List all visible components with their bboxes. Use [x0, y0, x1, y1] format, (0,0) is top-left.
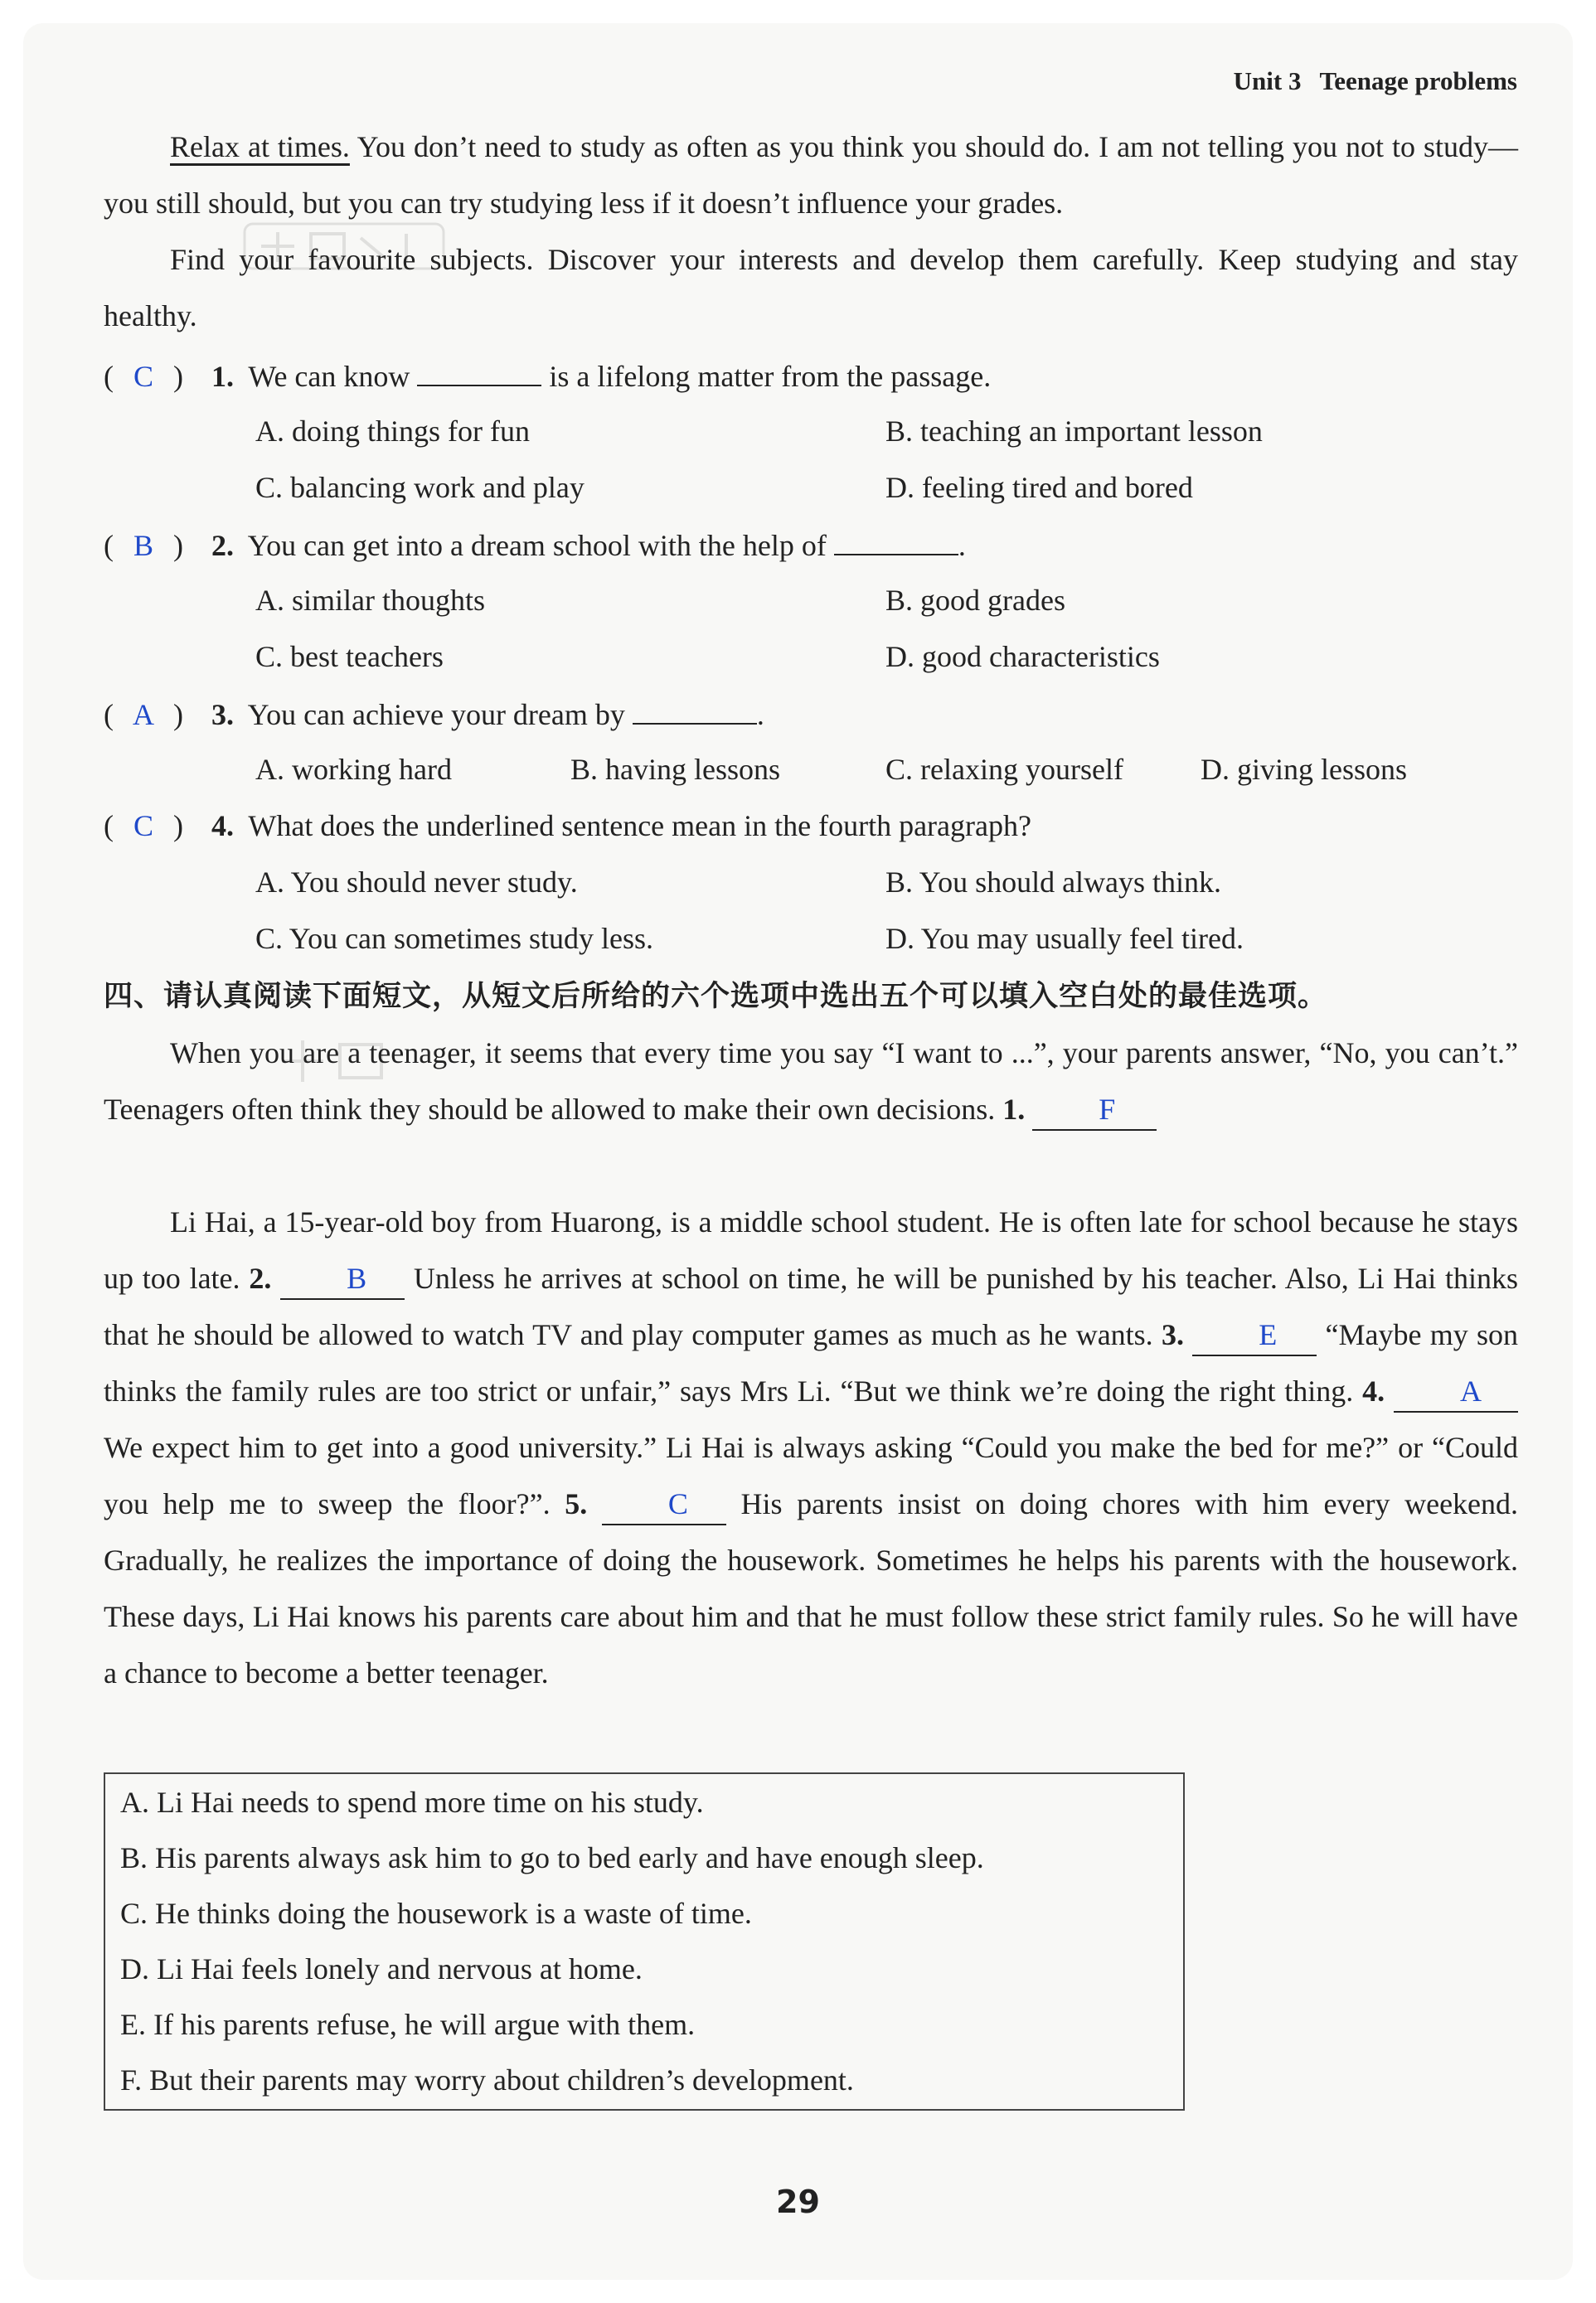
question-stem-end: . [756, 698, 764, 731]
unit-label: Unit 3 [1233, 66, 1302, 95]
paragraph-text: Unless he arrives at school on time, he will be punished by his teacher. Also, Li Hai thinks that he should be allowed to watch TV and play computer games as much as he wants. [104, 1262, 1519, 1351]
paragraph-text: “Maybe my son thinks the family rules are too strict or unfair,” says Mrs Li. “But we think we’re doing the right thing. [104, 1318, 1519, 1408]
blank-number: 2. [249, 1262, 272, 1295]
question-stem-end: . [958, 529, 966, 562]
section-heading: 四、请认真阅读下面短文，从短文后所给的六个选项中选出五个可以填入空白处的最佳选项。 [104, 980, 1328, 1013]
cloze-paragraph-2 [104, 1194, 1518, 1701]
option-b: B. You should always think. [885, 865, 1222, 899]
choice-e: E. If his parents refuse, he will argue with them. [120, 2008, 696, 2041]
choices-box [104, 1772, 1185, 2111]
underlined-sentence: Relax at times. [170, 130, 350, 163]
passage-paragraph-relax [104, 119, 1518, 231]
option-b: B. good grades [885, 584, 1065, 617]
paragraph-text: When you are a teenager, it seems that every time you say “I want to ...”, your parents answer, “No, you can’t.” Teenagers often think they should be allowed to make their own decisions. [104, 1036, 1518, 1126]
paragraph-text: Li Hai, a 15-year-old boy from Huarong, is a middle school student. He is often late for school because he stays up too late. [104, 1205, 1518, 1295]
answer-blank[interactable]: E [1192, 1316, 1317, 1356]
question-number: 3. [211, 698, 234, 731]
blank-number: 1. [1002, 1093, 1026, 1126]
option-d: D. giving lessons [1201, 753, 1408, 786]
answer-blank[interactable]: B [280, 1260, 405, 1300]
answer-mark: B [133, 529, 153, 562]
option-d: D. You may usually feel tired. [885, 922, 1244, 955]
question-stem: What does the underlined sentence mean in the fourth paragraph? [248, 809, 1031, 842]
option-d: D. feeling tired and bored [885, 471, 1193, 504]
option-d: D. good characteristics [885, 640, 1160, 673]
answer-bracket: ( A ) [104, 686, 211, 743]
answer-blank[interactable]: A [1394, 1373, 1518, 1413]
answer-bracket: ( C ) [104, 798, 211, 854]
answer-blank[interactable]: F [1032, 1091, 1157, 1131]
paragraph-text: You don’t need to study as often as you think you should do. I am not telling you not to study—you still should, but you can try studying less if it doesn’t influence your grades. [104, 130, 1518, 220]
question-2 [104, 516, 1518, 572]
option-a: A. working hard [255, 753, 452, 786]
choice-a: A. Li Hai needs to spend more time on his study. [120, 1786, 704, 1819]
cloze-paragraph-1 [104, 1025, 1518, 1137]
page-number: 29 [776, 2184, 820, 2220]
question-stem: We can know [248, 360, 410, 393]
question-number: 1. [211, 360, 234, 393]
answer-bracket: ( C ) [104, 348, 211, 405]
option-a: A. doing things for fun [255, 415, 530, 448]
option-c: C. best teachers [255, 640, 444, 673]
answer-mark: C [133, 809, 153, 842]
answer-blank[interactable] [633, 685, 757, 725]
question-4 [104, 798, 1518, 854]
answer-blank[interactable] [417, 347, 541, 386]
unit-title: Teenage problems [1319, 66, 1517, 95]
question-3 [104, 685, 1518, 741]
question-stem: You can achieve your dream by [247, 698, 625, 731]
answer-bracket: ( B ) [104, 517, 211, 574]
running-header [1234, 66, 1517, 96]
question-1 [104, 347, 1518, 403]
question-stem-end: is a lifelong matter from the passage. [549, 360, 992, 393]
passage-paragraph-favourite [104, 231, 1518, 344]
option-c: C. relaxing yourself [885, 753, 1123, 786]
choice-f: F. But their parents may worry about children’s development. [120, 2063, 854, 2097]
paragraph-text: His parents insist on doing chores with him every weekend. Gradually, he realizes the importance of doing the housework. Sometimes he helps his parents with the housework. These days, Li Hai knows his parents care about him and that he must follow these strict family rules. So he will have a chance to become a better teenager. [104, 1487, 1519, 1690]
blank-number: 3. [1161, 1318, 1184, 1351]
paragraph-text: Find your favourite subjects. Discover your interests and develop them carefully. Keep studying and stay healthy. [104, 243, 1518, 332]
choice-d: D. Li Hai feels lonely and nervous at home. [120, 1952, 643, 1985]
paragraph-text: We expect him to get into a good university.” Li Hai is always asking “Could you make the bed for me?” or “Could you help me to sweep the floor?”. [104, 1431, 1518, 1520]
option-c: C. You can sometimes study less. [255, 922, 654, 955]
choice-c: C. He thinks doing the housework is a waste of time. [120, 1897, 752, 1930]
answer-mark: C [133, 360, 153, 393]
question-stem: You can get into a dream school with the help of [247, 529, 827, 562]
answer-blank[interactable]: C [602, 1486, 726, 1525]
option-c: C. balancing work and play [255, 471, 585, 504]
option-b: B. teaching an important lesson [885, 415, 1263, 448]
blank-number: 5. [565, 1487, 588, 1520]
question-number: 4. [211, 809, 234, 842]
option-a: A. You should never study. [255, 865, 578, 899]
choice-b: B. His parents always ask him to go to bed early and have enough sleep. [120, 1841, 984, 1874]
option-b: B. having lessons [570, 753, 781, 786]
answer-mark: A [133, 698, 154, 731]
answer-blank[interactable] [834, 516, 958, 555]
blank-number: 4. [1362, 1375, 1385, 1408]
question-number: 2. [211, 529, 234, 562]
option-a: A. similar thoughts [255, 584, 485, 617]
